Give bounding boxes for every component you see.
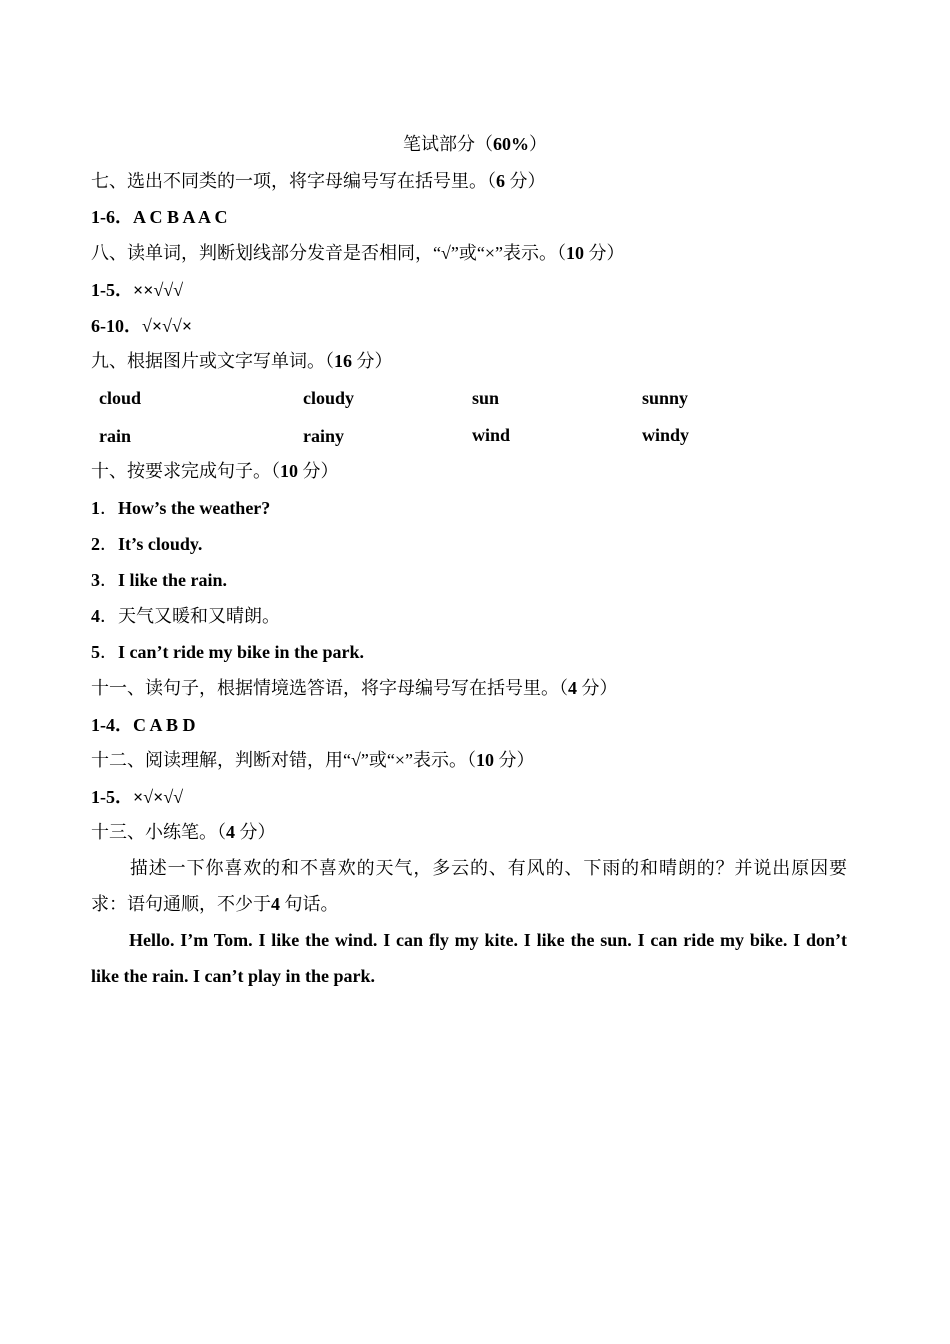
section-13-heading: 十三、小练笔。（4 分） [91,822,276,842]
sentence-item: 3．I like the rain. [91,570,228,590]
writing-prompt: 描述一下你喜欢的和不喜欢的天气，多云的、有风的、下雨的和晴朗的？并说出原因要求：语句通顺，不少于4 句话。 [91,858,847,914]
section-8-heading: 八、读单词，判断划线部分发音是否相同，“√”或“×”表示。（10 分） [91,243,625,263]
section-7-heading: 七、选出不同类的一项，将字母编号写在括号里。（6 分） [91,171,546,191]
word-cell: rain [99,426,132,446]
sample-answer-paragraph: Hello. I’m Tom. I like the wind. I can fly my kite. I like the sun. I can ride my bike. I don’t like the rain. I can’t play in the park. [91,930,847,986]
section-11-answer: 1-4．C A B D [91,715,196,735]
section-7-answer: 1-6．A C B A A C [91,207,228,227]
sentence-item: 5．I can’t ride my bike in the park. [91,642,365,662]
section-12-heading: 十二、阅读理解，判断对错，用“√”或“×”表示。（10 分） [91,750,535,770]
word-cell: windy [642,425,690,445]
section-8-answer-1: 1-5．××√√√ [91,280,184,300]
word-cell: sun [472,388,500,408]
section-12-answer: 1-5．×√×√√ [91,787,184,807]
section-9-heading: 九、根据图片或文字写单词。（16 分） [91,351,393,371]
word-cell: rainy [303,426,345,446]
word-cell: cloudy [303,388,355,408]
section-10-heading: 十、按要求完成句子。（10 分） [91,461,339,481]
section-8-answer-2: 6-10．√×√√× [91,316,193,336]
sentence-item: 2．It’s cloudy. [91,534,203,554]
sentence-item: 1．How’s the weather? [91,498,271,518]
section-11-heading: 十一、读句子，根据情境选答语，将字母编号写在括号里。（4 分） [91,678,618,698]
sentence-item: 4．天气又暖和又晴朗。 [91,606,280,626]
word-cell: cloud [99,388,142,408]
word-cell: sunny [642,388,689,408]
word-cell: wind [472,425,511,445]
section-title: 笔试部分（60%） [403,134,547,154]
